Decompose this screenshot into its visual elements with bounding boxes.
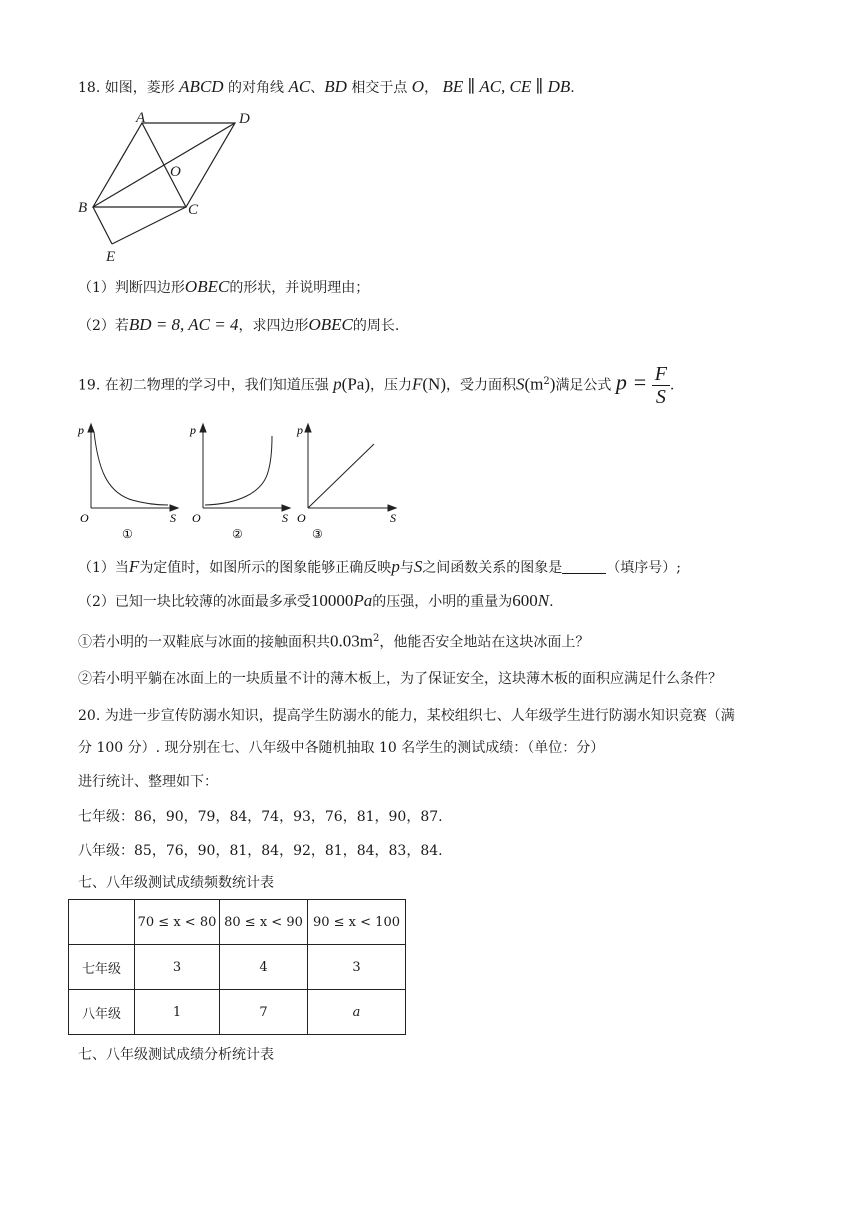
q19-stem: 19. 在初二物理的学习中，我们知道压强 p(Pa)，压力F(N)，受力面积$S(m^2)$满足公式 p = $\frac{F}{S}$ . (78, 363, 675, 409)
svg-text:p: p (190, 423, 196, 437)
svg-text:O: O (192, 511, 201, 525)
q19-part1: （1）当F为定值时，如图所示的图象能够正确反映p与S之间函数关系的图象是 （填序号）; (78, 557, 682, 576)
svg-text:②: ② (232, 527, 243, 541)
svg-text:p: p (78, 423, 84, 437)
svg-text:p: p (297, 423, 303, 437)
label-e: E (106, 249, 116, 265)
segment-be (93, 207, 112, 244)
rhombus-figure (72, 108, 272, 268)
graph-2 (186, 422, 296, 544)
table-row: 七年级 3 4 3 (69, 945, 406, 990)
linear-line (308, 444, 374, 508)
q20-line3: 进行统计、整理如下： (78, 774, 218, 790)
q19-sub2: ②若小明平躺在冰面上的一块质量不计的薄木板上，为了保证安全，这块薄木板的面积应满足什么条件？ (78, 671, 722, 687)
q18-part2: （2）若BD = 8, AC = 4，求四边形OBEC的周长. (78, 315, 400, 334)
svg-text:O: O (80, 511, 89, 525)
q19-sub1: ①若小明的一双鞋底与冰面的接触面积共$0.03m^2$，他能否安全地站在这块冰面上？ (78, 631, 590, 651)
svg-text:O: O (297, 511, 306, 525)
table-header-row: 70 ≤ x < 80 80 ≤ x < 90 90 ≤ x < 100 (69, 900, 406, 945)
table-row: 八年级 1 7 a (69, 990, 406, 1035)
label-o: O (170, 164, 181, 180)
q19-part2: （2）已知一块比较薄的冰面最多承受10000Pa的压强，小明的重量为600N. (78, 591, 554, 610)
q18-stem: 18. 如图，菱形 ABCD 的对角线 AC、BD 相交于点 O， BE ∥ AC, CE ∥ DB. (78, 77, 575, 96)
label-d: D (239, 111, 250, 127)
graph-3 (296, 422, 406, 544)
frequency-table (68, 899, 406, 1035)
q20-line2: 分 100 分）. 现分别在七、八年级中各随机抽取 10 名学生的测试成绩：（单位：分） (78, 740, 605, 756)
label-a: A (136, 110, 146, 126)
q20-grade7-scores: 七年级：86，90，79，84，74，93，76，81，90，87. (78, 809, 443, 825)
q20-grade8-scores: 八年级：85，76，90，81，84，92，81，84，83，84. (78, 843, 443, 859)
q20-table1-title: 七、八年级测试成绩频数统计表 (78, 875, 274, 891)
svg-text:S: S (390, 511, 396, 525)
label-c: C (188, 202, 199, 218)
svg-text:S: S (282, 511, 288, 525)
q20-table2-title: 七、八年级测试成绩分析统计表 (78, 1047, 274, 1063)
increasing-curve (205, 436, 272, 505)
svg-text:①: ① (122, 527, 133, 541)
label-b: B (78, 200, 88, 216)
answer-blank (562, 559, 606, 574)
formula-fraction: $\frac{F}{S}$ (652, 363, 670, 408)
graph-1 (74, 422, 184, 544)
hyperbola-curve (94, 432, 168, 505)
svg-text:③: ③ (312, 527, 323, 541)
q18-part1: （1）判断四边形OBEC的形状，并说明理由； (78, 277, 370, 296)
diagonal-bd (93, 123, 235, 207)
svg-text:S: S (170, 511, 176, 525)
q20-line1: 20. 为进一步宣传防溺水知识，提高学生防溺水的能力，某校组织七、人年级学生进行防溺水知识竞赛（满 (78, 708, 735, 724)
segment-ce (112, 207, 186, 244)
